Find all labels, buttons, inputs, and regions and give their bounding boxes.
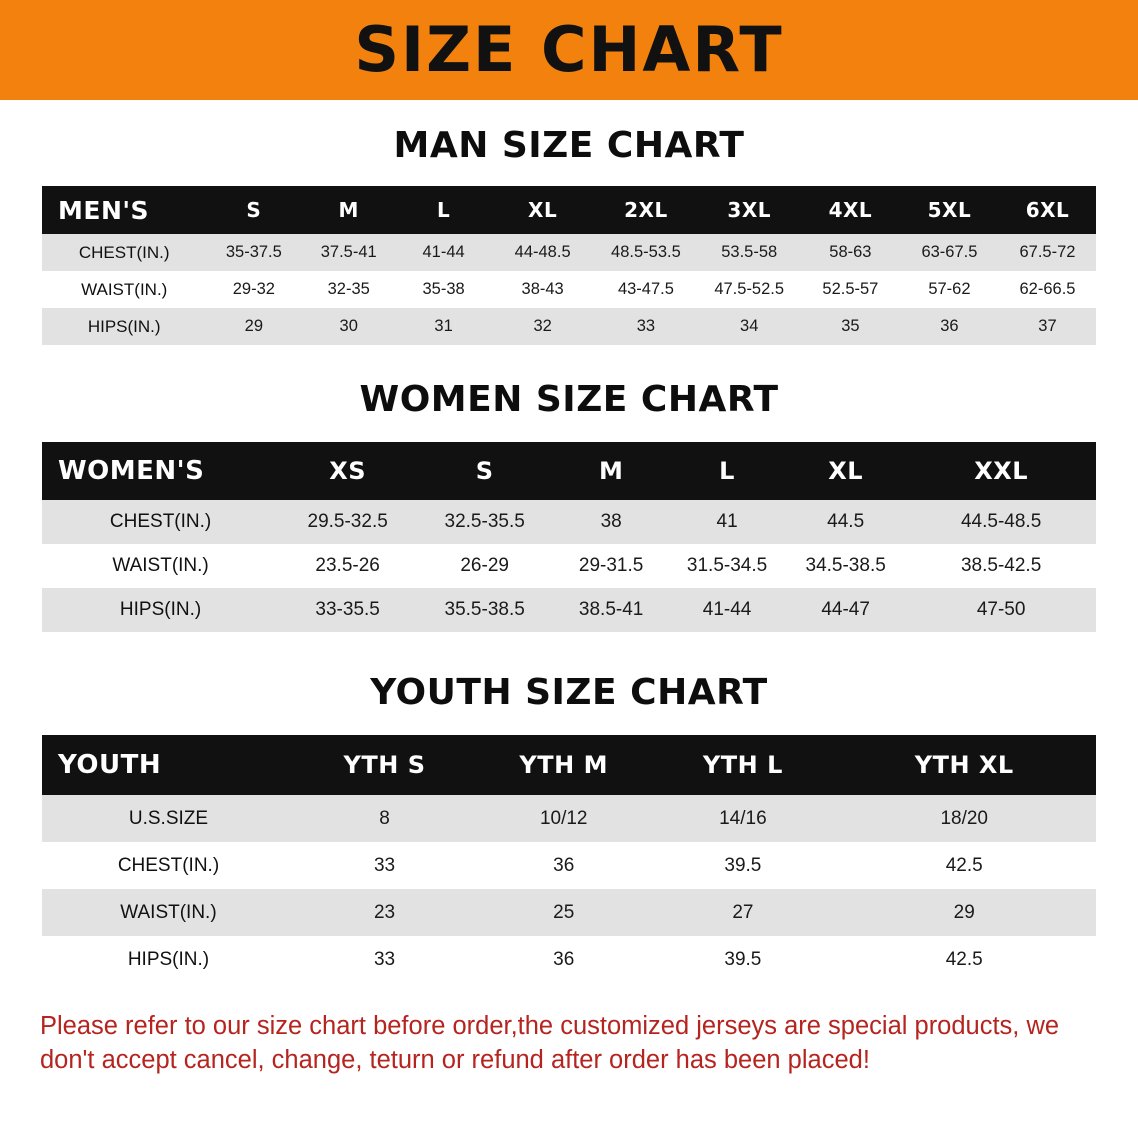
- table-cell: 29: [832, 889, 1096, 936]
- table-cell: 38.5-42.5: [906, 544, 1096, 588]
- row-label: CHEST(IN.): [42, 234, 206, 271]
- table-cell: 10/12: [474, 795, 653, 842]
- table-cell: 31: [396, 308, 491, 345]
- table-row: [42, 271, 1096, 308]
- col-header: XS: [279, 442, 416, 500]
- table-cell: 36: [900, 308, 999, 345]
- col-header: L: [396, 186, 491, 234]
- row-label: HIPS(IN.): [42, 588, 279, 632]
- table-row: [42, 500, 1096, 544]
- col-header: WOMEN'S: [42, 442, 279, 500]
- table-cell: 53.5-58: [698, 234, 801, 271]
- table-header-row: [42, 735, 1096, 795]
- table-cell: 62-66.5: [999, 271, 1096, 308]
- table-cell: 25: [474, 889, 653, 936]
- col-header: YTH L: [653, 735, 832, 795]
- table-cell: 34: [698, 308, 801, 345]
- table-cell: 39.5: [653, 842, 832, 889]
- col-header: 3XL: [698, 186, 801, 234]
- table-header-row: [42, 186, 1096, 234]
- table-cell: 67.5-72: [999, 234, 1096, 271]
- youth-size-table-wrapper: [42, 735, 1096, 983]
- table-cell: 48.5-53.5: [594, 234, 697, 271]
- table-cell: 27: [653, 889, 832, 936]
- col-header: 6XL: [999, 186, 1096, 234]
- table-cell: 35-38: [396, 271, 491, 308]
- table-cell: 44-47: [785, 588, 906, 632]
- table-header-row: [42, 442, 1096, 500]
- row-label: WAIST(IN.): [42, 889, 295, 936]
- table-cell: 33: [295, 936, 474, 983]
- row-label: HIPS(IN.): [42, 936, 295, 983]
- table-cell: 41-44: [669, 588, 785, 632]
- table-row: [42, 842, 1096, 889]
- man-size-table-wrapper: [42, 186, 1096, 345]
- col-header: S: [206, 186, 301, 234]
- col-header: M: [301, 186, 396, 234]
- table-cell: 29-31.5: [553, 544, 669, 588]
- banner: [0, 0, 1138, 100]
- table-row: [42, 588, 1096, 632]
- row-label: U.S.SIZE: [42, 795, 295, 842]
- col-header: YTH M: [474, 735, 653, 795]
- table-cell: 41: [669, 500, 785, 544]
- row-label: WAIST(IN.): [42, 544, 279, 588]
- table-cell: 8: [295, 795, 474, 842]
- table-cell: 52.5-57: [801, 271, 900, 308]
- table-cell: 42.5: [832, 936, 1096, 983]
- table-cell: 38.5-41: [553, 588, 669, 632]
- table-cell: 33: [594, 308, 697, 345]
- youth-section-title: YOUTH SIZE CHART: [370, 672, 768, 713]
- table-row: [42, 308, 1096, 345]
- col-header: YTH XL: [832, 735, 1096, 795]
- table-cell: 42.5: [832, 842, 1096, 889]
- table-cell: 31.5-34.5: [669, 544, 785, 588]
- table-cell: 35.5-38.5: [416, 588, 553, 632]
- page-title: SIZE CHART: [354, 13, 784, 86]
- table-cell: 47-50: [906, 588, 1096, 632]
- table-cell: 29-32: [206, 271, 301, 308]
- table-cell: 35-37.5: [206, 234, 301, 271]
- table-cell: 26-29: [416, 544, 553, 588]
- col-header: MEN'S: [42, 186, 206, 234]
- col-header: YOUTH: [42, 735, 295, 795]
- table-row: [42, 234, 1096, 271]
- row-label: HIPS(IN.): [42, 308, 206, 345]
- table-cell: 33-35.5: [279, 588, 416, 632]
- table-cell: 38: [553, 500, 669, 544]
- table-cell: 38-43: [491, 271, 594, 308]
- table-cell: 33: [295, 842, 474, 889]
- women-size-table-wrapper: [42, 442, 1096, 632]
- table-cell: 41-44: [396, 234, 491, 271]
- col-header: YTH S: [295, 735, 474, 795]
- women-size-table: [42, 442, 1096, 632]
- col-header: M: [553, 442, 669, 500]
- table-cell: 36: [474, 842, 653, 889]
- table-cell: 30: [301, 308, 396, 345]
- table-cell: 57-62: [900, 271, 999, 308]
- col-header: S: [416, 442, 553, 500]
- youth-size-table: [42, 735, 1096, 983]
- table-cell: 63-67.5: [900, 234, 999, 271]
- col-header: 5XL: [900, 186, 999, 234]
- disclaimer-note: Please refer to our size chart before order,the customized jerseys are special products, we don't accept cancel, change, teturn or refund after order has been placed!: [40, 1012, 1060, 1075]
- table-cell: 32-35: [301, 271, 396, 308]
- table-cell: 44-48.5: [491, 234, 594, 271]
- table-cell: 18/20: [832, 795, 1096, 842]
- table-cell: 35: [801, 308, 900, 345]
- table-cell: 47.5-52.5: [698, 271, 801, 308]
- col-header: L: [669, 442, 785, 500]
- col-header: 4XL: [801, 186, 900, 234]
- row-label: CHEST(IN.): [42, 842, 295, 889]
- row-label: CHEST(IN.): [42, 500, 279, 544]
- table-cell: 37: [999, 308, 1096, 345]
- table-row: [42, 936, 1096, 983]
- table-cell: 43-47.5: [594, 271, 697, 308]
- table-row: [42, 889, 1096, 936]
- table-cell: 39.5: [653, 936, 832, 983]
- table-cell: 44.5: [785, 500, 906, 544]
- table-cell: 29: [206, 308, 301, 345]
- table-cell: 14/16: [653, 795, 832, 842]
- table-row: [42, 795, 1096, 842]
- row-label: WAIST(IN.): [42, 271, 206, 308]
- table-cell: 32.5-35.5: [416, 500, 553, 544]
- col-header: 2XL: [594, 186, 697, 234]
- table-cell: 23.5-26: [279, 544, 416, 588]
- table-row: [42, 544, 1096, 588]
- col-header: XL: [491, 186, 594, 234]
- table-cell: 58-63: [801, 234, 900, 271]
- table-cell: 44.5-48.5: [906, 500, 1096, 544]
- women-section-title: WOMEN SIZE CHART: [359, 379, 779, 420]
- col-header: XXL: [906, 442, 1096, 500]
- table-cell: 37.5-41: [301, 234, 396, 271]
- table-cell: 34.5-38.5: [785, 544, 906, 588]
- man-size-table: [42, 186, 1096, 345]
- col-header: XL: [785, 442, 906, 500]
- table-cell: 32: [491, 308, 594, 345]
- table-cell: 29.5-32.5: [279, 500, 416, 544]
- table-cell: 23: [295, 889, 474, 936]
- man-section-title: MAN SIZE CHART: [393, 125, 745, 166]
- table-cell: 36: [474, 936, 653, 983]
